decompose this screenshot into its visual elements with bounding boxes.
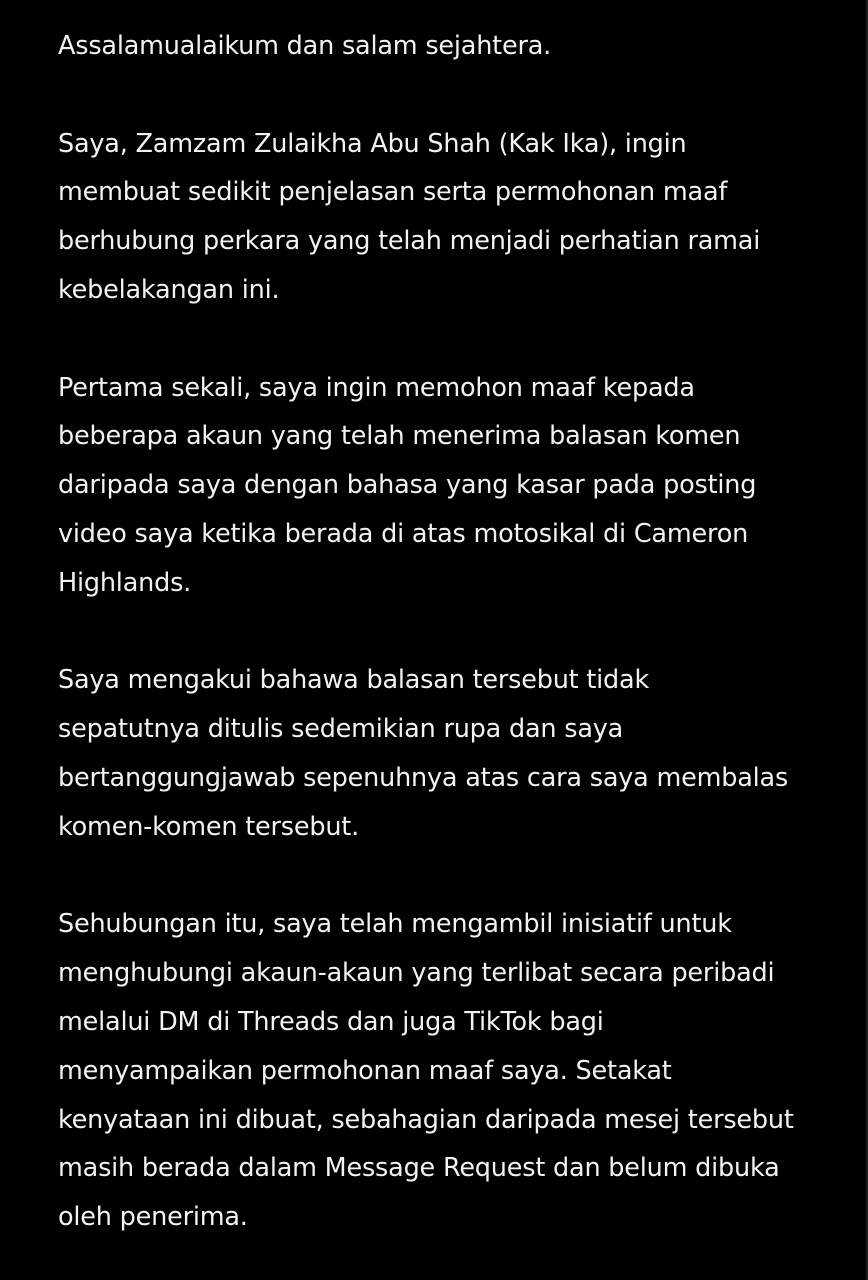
paragraph-spacer xyxy=(58,71,848,120)
paragraph-greeting xyxy=(58,22,848,71)
text-line: melalui DM di Threads dan juga TikTok bagi xyxy=(58,1006,604,1037)
paragraph-follow-up xyxy=(58,900,848,1242)
text-line: menghubungi akaun-akaun yang terlibat secara peribadi xyxy=(58,958,775,989)
text-line: video saya ketika berada di atas motosikal di Cameron xyxy=(58,518,749,549)
text-line: Saya mengakui bahawa balasan tersebut tidak xyxy=(58,665,650,696)
note-body-text xyxy=(58,22,848,1242)
paragraph-introduction xyxy=(58,120,848,315)
text-line: Sehubungan itu, saya telah mengambil inisiatif untuk xyxy=(58,909,732,940)
text-line: kebelakangan ini. xyxy=(58,274,280,305)
text-line: bertanggungjawab sepenuhnya atas cara saya membalas xyxy=(58,762,789,793)
text-line: Highlands. xyxy=(58,567,192,598)
text-line: beberapa akaun yang telah menerima balasan komen xyxy=(58,421,741,452)
text-line: kenyataan ini dibuat, sebahagian daripada mesej tersebut xyxy=(58,1104,794,1135)
text-line: komen-komen tersebut. xyxy=(58,811,360,842)
paragraph-acknowledgement xyxy=(58,656,848,851)
paragraph-spacer xyxy=(58,315,848,364)
text-line: masih berada dalam Message Request dan belum dibuka xyxy=(58,1153,780,1184)
text-line: Saya, Zamzam Zulaikha Abu Shah (Kak Ika), ingin xyxy=(58,128,687,159)
paragraph-spacer xyxy=(58,608,848,657)
text-line: sepatutnya ditulis sedemikian rupa dan saya xyxy=(58,714,624,745)
text-line: menyampaikan permohonan maaf saya. Setakat xyxy=(58,1055,672,1086)
text-line: Assalamualaikum dan salam sejahtera. xyxy=(58,31,552,61)
paragraph-spacer xyxy=(58,852,848,901)
text-line: Pertama sekali, saya ingin memohon maaf kepada xyxy=(58,372,695,403)
paragraph-apology xyxy=(58,364,848,608)
text-line: oleh penerima. xyxy=(58,1202,248,1233)
text-line: berhubung perkara yang telah menjadi perhatian ramai xyxy=(58,226,761,257)
text-line: daripada saya dengan bahasa yang kasar pada posting xyxy=(58,470,757,501)
text-line: membuat sedikit penjelasan serta permohonan maaf xyxy=(58,177,728,208)
